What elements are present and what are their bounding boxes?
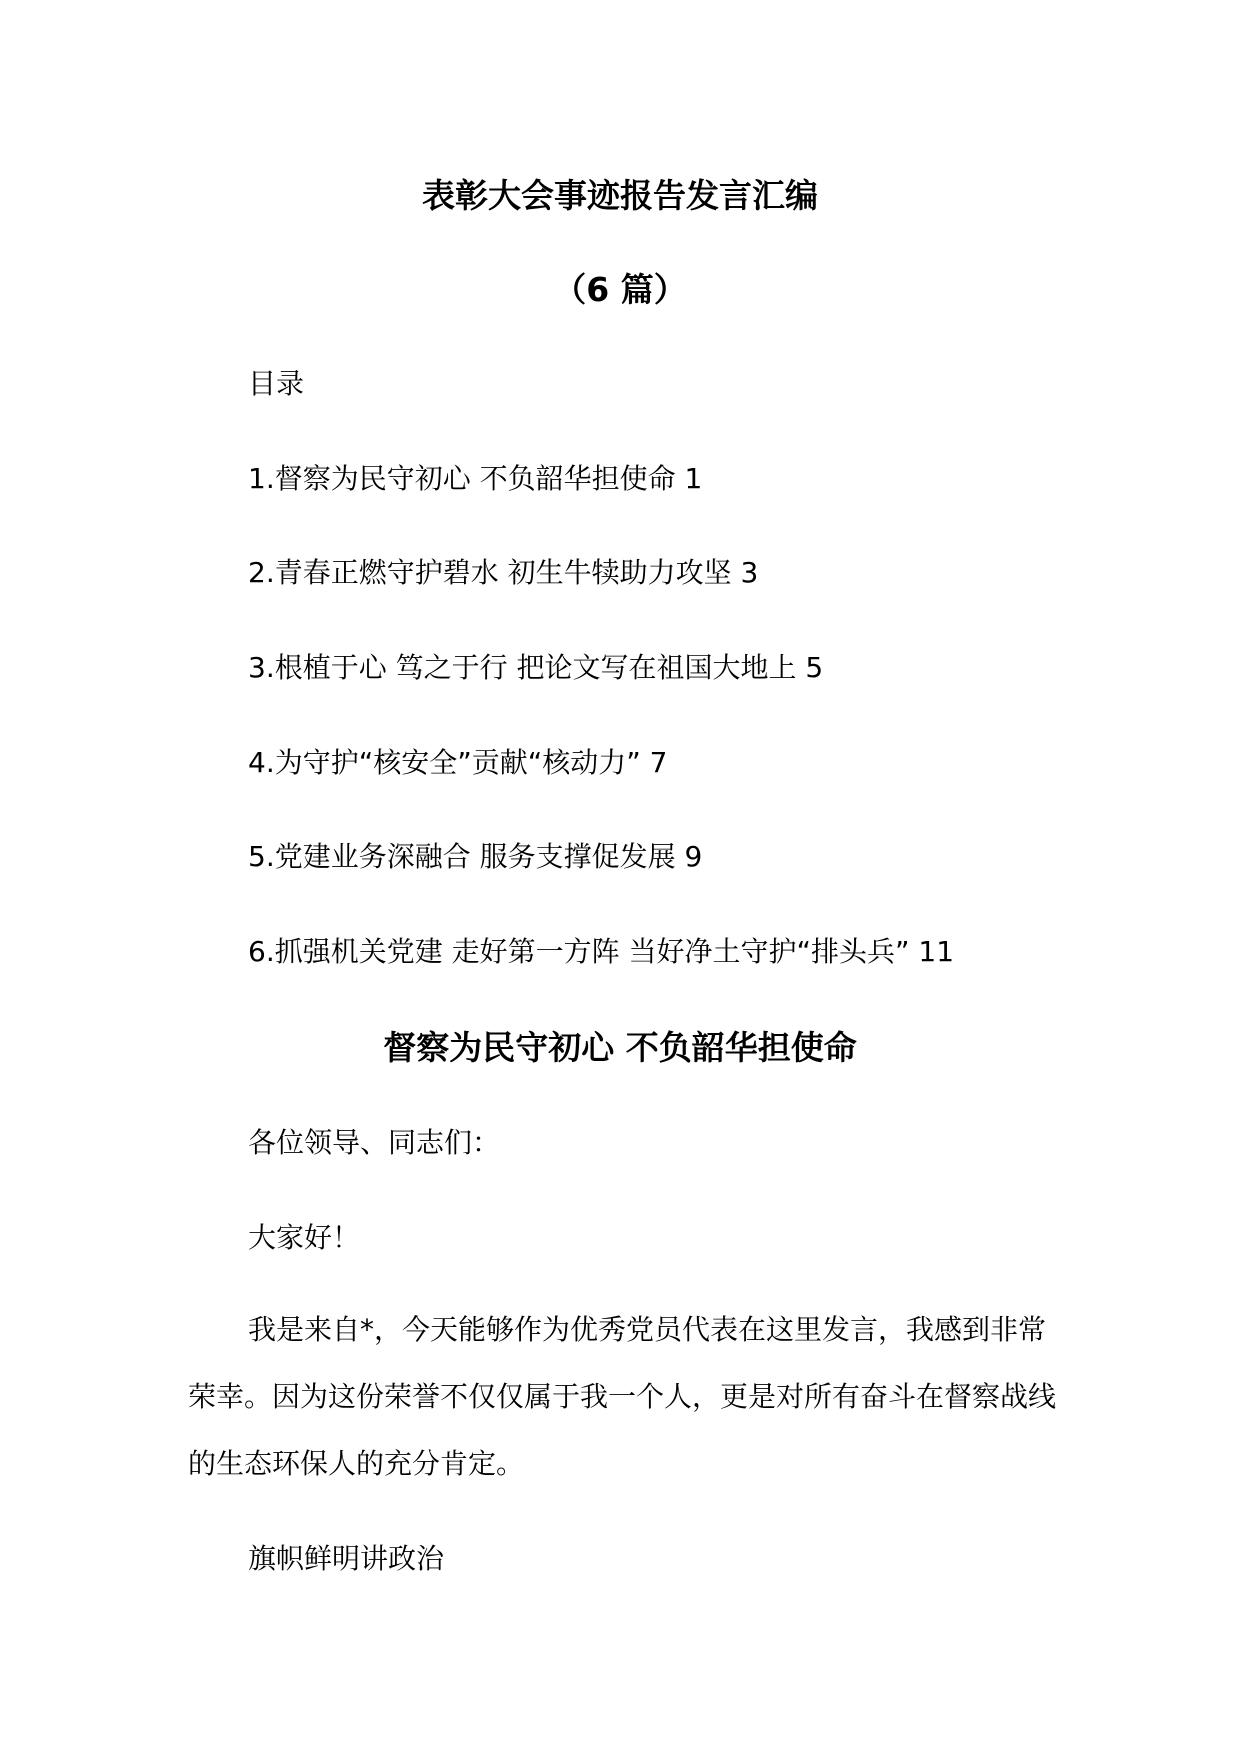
section-title: 督察为民守初心 不负韶华担使命 xyxy=(383,1028,857,1067)
toc-item-2: 2.青春正燃守护碧水 初生牛犊助力攻坚 3 xyxy=(248,556,759,589)
toc-item-1: 1.督察为民守初心 不负韶华担使命 1 xyxy=(248,462,703,495)
toc-item-5: 5.党建业务深融合 服务支撑促发展 9 xyxy=(248,840,703,873)
subheading: 旗帜鲜明讲政治 xyxy=(248,1542,445,1575)
greeting: 各位领导、同志们： xyxy=(248,1126,501,1159)
toc-item-3: 3.根植于心 笃之于行 把论文写在祖国大地上 5 xyxy=(248,651,824,684)
document-subtitle: （6 篇） xyxy=(553,270,687,309)
hello-line: 大家好！ xyxy=(248,1221,361,1254)
toc-heading: 目录 xyxy=(248,367,305,400)
toc-item-6: 6.抓强机关党建 走好第一方阵 当好净土守护“排头兵” 11 xyxy=(248,935,955,968)
body-paragraph: 我是来自*，今天能够作为优秀党员代表在这里发言，我感到非常荣幸。因为这份荣誉不仅仅属于我一个人，更是对所有奋斗在督察战线的生态环保人的充分肯定。 xyxy=(188,1313,1057,1480)
document-title: 表彰大会事迹报告发言汇编 xyxy=(422,176,818,215)
toc-item-4: 4.为守护“核安全”贡献“核动力” 7 xyxy=(248,746,668,779)
